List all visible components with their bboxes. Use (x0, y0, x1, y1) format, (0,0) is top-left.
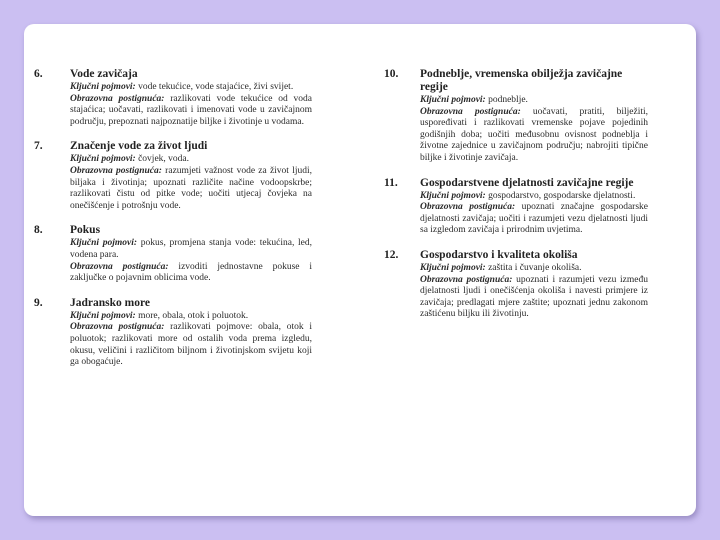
key-concepts (70, 311, 312, 323)
key-concepts-label: Ključni pojmovi: (420, 190, 486, 201)
learning-outcomes-label: Obrazovna postignuća: (70, 261, 169, 272)
learning-outcomes (420, 107, 648, 165)
learning-outcomes-text: razlikovati pojmove: obala, otok i poluotok; razlikovati more od ostalih voda prema izgledu, okusu, veličini i različitom biljnom i životinjskom svijetu koji ga obogaćuje. (70, 322, 312, 368)
key-concepts-label: Ključni pojmovi: (420, 95, 486, 105)
key-concepts-text: podneblje. (485, 95, 528, 105)
learning-outcomes (420, 202, 648, 237)
key-concepts (70, 154, 312, 166)
curriculum-item (384, 68, 648, 165)
learning-outcomes (70, 166, 312, 212)
key-concepts-text: more, obala, otok i poluotok. (135, 310, 249, 321)
item-number: 7. (34, 140, 43, 153)
slide-page (24, 24, 696, 516)
item-number: 9. (34, 296, 43, 309)
key-concepts-text: zaštita i čuvanje okoliša. (485, 262, 582, 273)
item-title: Jadransko more (70, 296, 150, 309)
curriculum-item (34, 297, 312, 369)
learning-outcomes-text: upoznati značajne gospodarske djelatnosti zavičaja; uočiti i razumjeti vezu djelatnosti ljudi sa izgledom zavičaja i prirodnim uvjetima. (420, 202, 648, 236)
key-concepts (420, 95, 648, 107)
curriculum-item (384, 249, 648, 321)
key-concepts-label: Ključni pojmovi: (420, 262, 486, 273)
key-concepts (420, 263, 648, 275)
learning-outcomes-label: Obrazovna postignuća: (420, 202, 516, 213)
curriculum-item (384, 177, 648, 237)
key-concepts (70, 82, 312, 94)
curriculum-item (34, 68, 312, 128)
learning-outcomes-label: Obrazovna postignuća: (70, 165, 162, 176)
right-column (384, 68, 648, 333)
learning-outcomes-text: izvoditi jednostavne pokuse i zaključke o pojavnim oblicima vode. (70, 261, 313, 284)
learning-outcomes-label: Obrazovna postignuća: (420, 106, 521, 117)
learning-outcomes (70, 94, 312, 129)
learning-outcomes-text: uočavati, pratiti, bilježiti, uspoređivati i razlikovati vremenske pojave pojedinih godišnjih doba; uočiti međusobnu ovisnost podneblja i životne zajednice u zavičajnom području; nabrojiti tipične biljke i životinje zavičaja. (420, 106, 648, 163)
key-concepts-label: Ključni pojmovi: (70, 154, 136, 165)
learning-outcomes-label: Obrazovna postignuća: (70, 322, 165, 333)
item-number: 8. (34, 224, 43, 237)
item-title: Značenje vode za život ljudi (70, 140, 208, 153)
learning-outcomes-label: Obrazovna postignuća: (70, 93, 165, 104)
key-concepts-text: pokus, promjena stanja vode: tekućina, led, vodena para. (70, 238, 312, 260)
learning-outcomes (70, 322, 312, 368)
curriculum-item (34, 224, 312, 284)
item-title: Podneblje, vremenska obilježja zavičajne regije (420, 68, 623, 93)
learning-outcomes-text: razlikovati vode tekućice od voda stajaćica; uočavati, razlikovati i imenovati vode u zavičajnom području, prepoznati najpoznatije biljke i životinje u vodama. (70, 93, 312, 127)
item-title: Gospodarstvo i kvaliteta okoliša (420, 248, 578, 261)
item-title: Gospodarstvene djelatnosti zavičajne regije (420, 176, 634, 189)
learning-outcomes-text: upoznati i razumjeti vezu između djelatnosti ljudi i onečišćenja okoliša i navesti primjere iz zavičaja; predlagati mjere zaštite; upoznati jednu zakonom zaštićenu biljku ili životinju. (420, 274, 648, 320)
key-concepts-text: gospodarstvo, gospodarske djelatnosti. (485, 190, 636, 201)
item-number: 6. (34, 68, 43, 80)
learning-outcomes (420, 275, 648, 321)
item-title: Pokus (70, 224, 101, 237)
item-number: 12. (384, 248, 399, 261)
left-column (34, 68, 312, 381)
item-number: 10. (384, 68, 399, 80)
key-concepts (70, 238, 312, 261)
item-number: 11. (384, 176, 398, 189)
key-concepts-label: Ključni pojmovi: (70, 82, 136, 92)
item-title: Vode zavičaja (70, 68, 138, 80)
curriculum-item (34, 140, 312, 212)
key-concepts-text: vode tekućice, vode stajaćice, živi svijet. (135, 82, 294, 92)
learning-outcomes (70, 262, 312, 285)
learning-outcomes-text: razumjeti važnost vode za život ljudi, biljaka i životinja; upoznati različite načine vodoopskrbe; razlikovati čistu od pitke vode; uočiti utjecaj čovjeka na onečišćenje i potrošnju vode. (70, 165, 312, 211)
learning-outcomes-label: Obrazovna postignuća: (420, 274, 513, 285)
key-concepts-label: Ključni pojmovi: (70, 310, 136, 321)
key-concepts-text: čovjek, voda. (135, 154, 190, 165)
key-concepts (420, 191, 648, 203)
key-concepts-label: Ključni pojmovi: (70, 238, 138, 249)
